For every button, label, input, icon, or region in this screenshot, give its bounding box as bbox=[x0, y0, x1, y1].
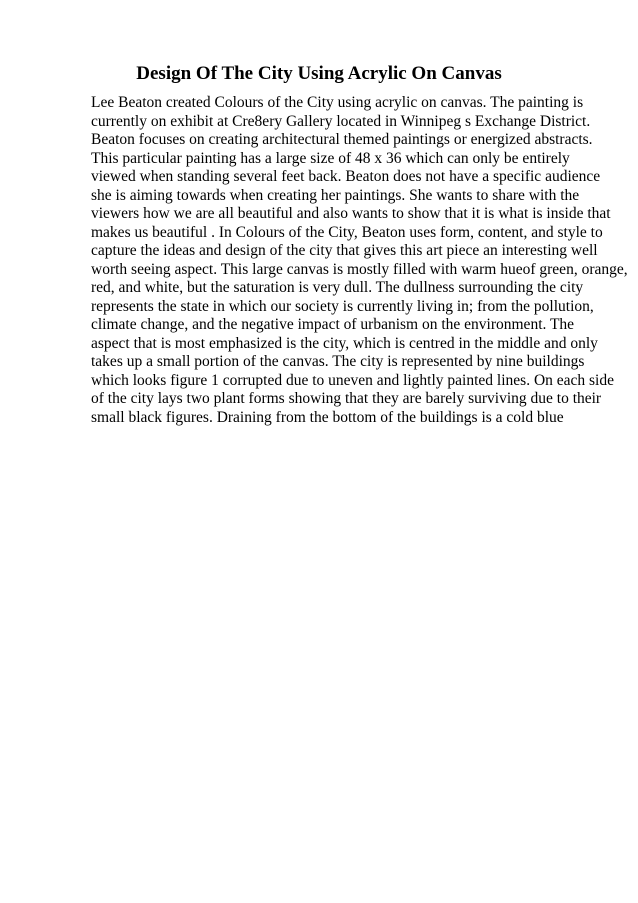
paragraph-line-9: capture the ideas and design of the city that gives this art piece an interesting well bbox=[91, 242, 598, 259]
paragraph-line-18: small black figures. Draining from the bottom of the buildings is a cold blue bbox=[91, 408, 564, 426]
paragraph-line-3: Beaton focuses on creating architectural themed paintings or energized abstracts. bbox=[91, 131, 593, 148]
paragraph-line-13: climate change, and the negative impact of urbanism on the environment. The bbox=[91, 316, 575, 333]
paragraph-line-11: red, and white, but the saturation is very dull. The dullness surrounding the city bbox=[91, 279, 584, 296]
paragraph-line-14: aspect that is most emphasized is the city, which is centred in the middle and only bbox=[91, 334, 598, 352]
body-paragraph bbox=[91, 94, 628, 427]
paragraph-line-16: which looks figure 1 corrupted due to uneven and lightly painted lines. On each side bbox=[91, 371, 614, 389]
paragraph-line-5: viewed when standing several feet back. Beaton does not have a specific audience bbox=[91, 168, 601, 185]
paragraph-line-17: of the city lays two plant forms showing that they are barely surviving due to their bbox=[91, 390, 602, 407]
paragraph-line-7: viewers how we are all beautiful and also wants to show that it is what is inside that bbox=[91, 205, 611, 222]
paragraph-line-1: Lee Beaton created Colours of the City using acrylic on canvas. The painting is bbox=[91, 94, 584, 111]
paragraph-line-6: she is aiming towards when creating her paintings. She wants to share with the bbox=[91, 186, 580, 204]
page-title: Design Of The City Using Acrylic On Canvas bbox=[136, 63, 502, 84]
paragraph-line-2: currently on exhibit at Cre8ery Gallery located in Winnipeg s Exchange District. bbox=[91, 112, 591, 130]
paragraph-line-10: worth seeing aspect. This large canvas is mostly filled with warm hueof green, orange, bbox=[91, 260, 628, 278]
paragraph-line-8: makes us beautiful . In Colours of the City, Beaton uses form, content, and style to bbox=[91, 223, 603, 241]
paragraph-line-15: takes up a small portion of the canvas. The city is represented by nine buildings bbox=[91, 353, 585, 370]
paragraph-line-12: represents the state in which our society is currently living in; from the pollution, bbox=[91, 297, 594, 315]
paragraph-line-4: This particular painting has a large size of 48 x 36 which can only be entirely bbox=[91, 149, 570, 167]
